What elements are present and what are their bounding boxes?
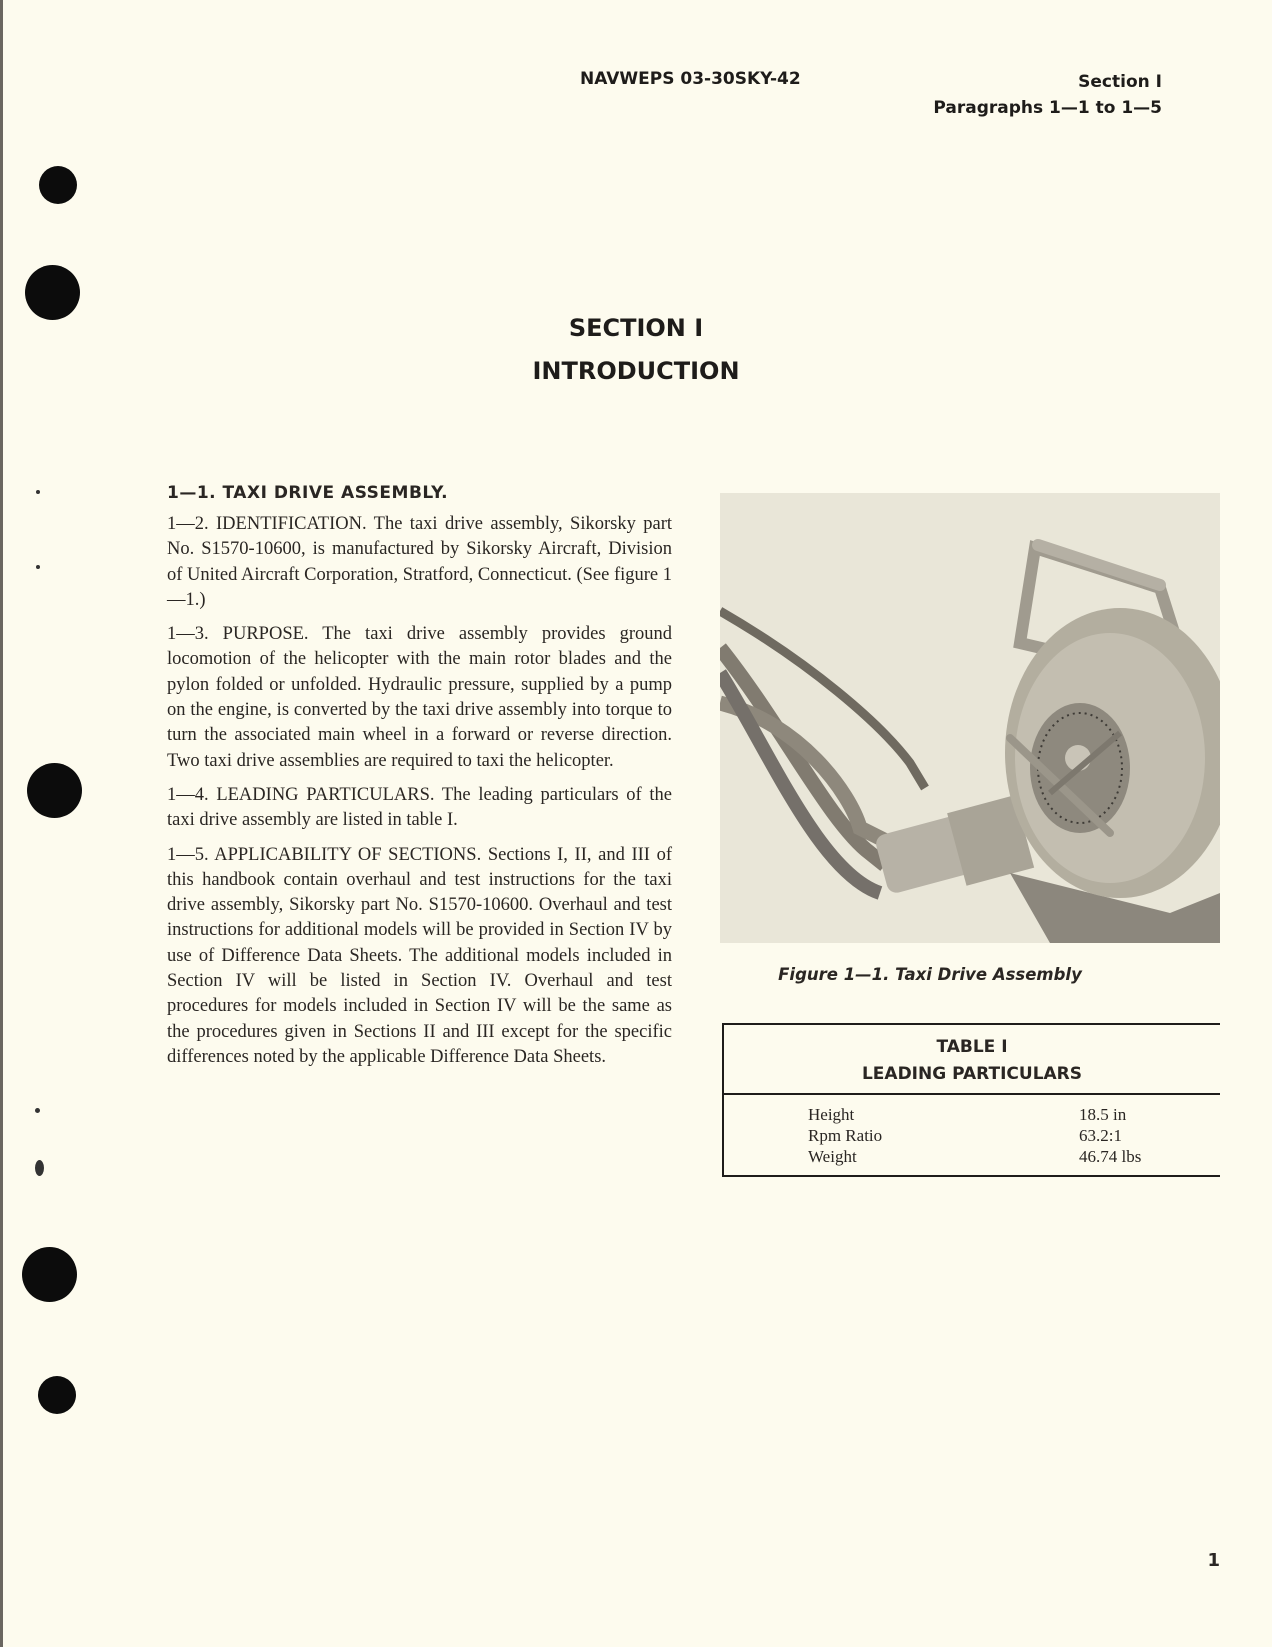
row-label: Height <box>808 1105 855 1124</box>
section-name: INTRODUCTION <box>532 357 740 385</box>
figure-caption: Figure 1—1. Taxi Drive Assembly <box>778 965 1082 984</box>
scan-speck <box>36 565 40 569</box>
table-row <box>724 1125 1220 1146</box>
paragraph-purpose: 1—3. PURPOSE. The taxi drive assembly provides ground locomotion of the helicopter with the main rotor blades and the pylon folded or unfolded. Hydraulic pressure, supplied by a pump on the engine, is converted by the taxi drive assembly into torque to turn the associated main wheel in a forward or reverse direction. Two taxi drive assemblies are required to taxi the helicopter. <box>167 624 672 771</box>
table-row <box>724 1104 1220 1125</box>
table-title: TABLE I <box>936 1037 1008 1057</box>
scan-speck <box>35 1108 40 1113</box>
row-value: 18.5 in <box>1079 1105 1127 1124</box>
row-value: 46.74 lbs <box>1079 1147 1142 1166</box>
section-label: Section I <box>1078 72 1162 92</box>
body-column <box>167 483 672 1079</box>
row-value: 63.2:1 <box>1079 1126 1122 1145</box>
paragraph-heading: 1—1. TAXI DRIVE ASSEMBLY. <box>167 483 449 503</box>
section-number: SECTION I <box>568 314 704 342</box>
binder-hole <box>38 1376 76 1414</box>
table-header <box>724 1025 1220 1095</box>
binder-hole <box>27 763 82 818</box>
leading-particulars-table <box>722 1023 1220 1177</box>
binder-hole <box>25 265 80 320</box>
row-label: Weight <box>808 1147 857 1166</box>
table-body <box>724 1095 1220 1167</box>
running-header <box>933 69 1162 121</box>
paragraph-applicability: 1—5. APPLICABILITY OF SECTIONS. Sections I, II, and III of this handbook contain overhaul and test instructions for the taxi drive assembly, Sikorsky part No. S1570-10600. Overhaul and test instructions for additional models will be provided in Section IV by use of Difference Data Sheets. The additional models included in Section IV will be listed in Section IV. Overhaul and test procedures for models included in Section IV will be the same as the procedures given in Sections II and III except for the specific differences noted by the applicable Difference Data Sheets. <box>167 844 672 1067</box>
table-row <box>724 1146 1220 1167</box>
paragraph-leading-particulars: 1—4. LEADING PARTICULARS. The leading particulars of the taxi drive assembly are listed in table I. <box>167 784 672 831</box>
figure-photo-taxi-drive <box>720 493 1220 943</box>
page-number: 1 <box>1207 1550 1220 1571</box>
document-number: NAVWEPS 03-30SKY-42 <box>580 69 801 89</box>
scan-speck <box>35 1160 44 1176</box>
taxi-drive-illustration <box>720 493 1220 943</box>
binder-hole <box>22 1247 77 1302</box>
page-edge-left <box>0 0 3 1647</box>
paragraph-range: Paragraphs 1—1 to 1—5 <box>933 98 1162 118</box>
row-label: Rpm Ratio <box>808 1126 883 1145</box>
table-subtitle: LEADING PARTICULARS <box>861 1064 1083 1084</box>
paragraph-identification: 1—2. IDENTIFICATION. The taxi drive assembly, Sikorsky part No. S1570-10600, is manufactured by Sikorsky Aircraft, Division of United Aircraft Corporation, Stratford, Connecticut. (See figure 1—1.) <box>167 514 673 610</box>
binder-hole <box>39 166 77 204</box>
scan-speck <box>36 490 40 494</box>
